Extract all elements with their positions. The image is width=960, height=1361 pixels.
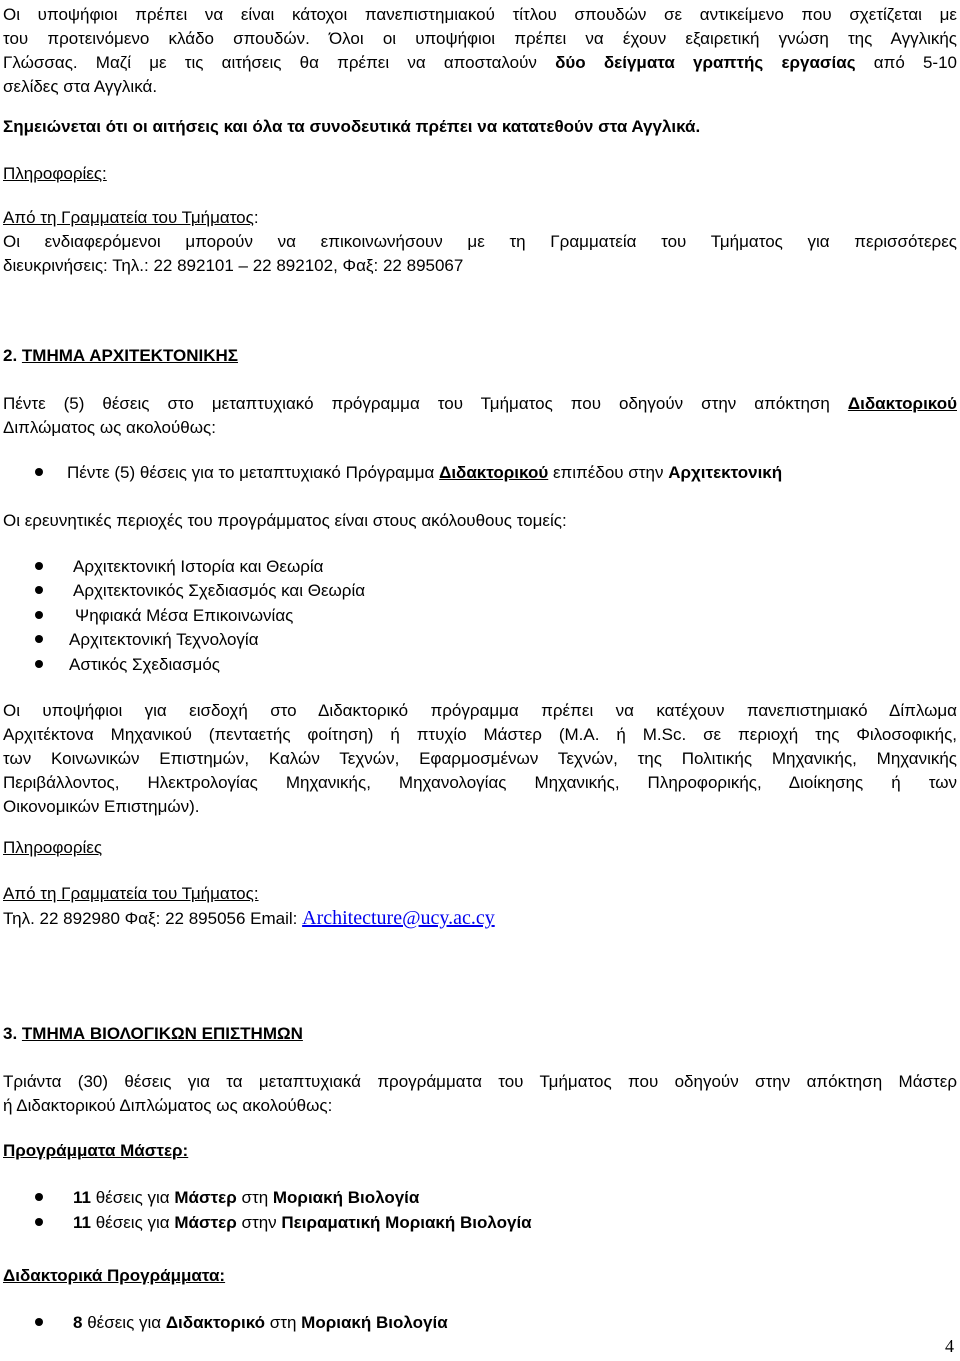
doctoral-emphasis: Διδακτορικού bbox=[847, 394, 957, 413]
bullet-icon bbox=[35, 1318, 43, 1326]
positions-count: 11 bbox=[73, 1213, 91, 1232]
bullet-icon bbox=[35, 468, 43, 476]
degree-type: Μάστερ bbox=[174, 1188, 237, 1207]
research-area-item: Αστικός Σχεδιασμός bbox=[69, 655, 220, 674]
bullet-icon bbox=[35, 660, 43, 668]
intro-line-3 bbox=[3, 52, 957, 74]
research-area-item: Αρχιτεκτονική Τεχνολογία bbox=[69, 630, 259, 649]
doctoral-item bbox=[73, 1312, 933, 1334]
section-number: 2. bbox=[3, 346, 18, 365]
item-text: θέσεις για bbox=[82, 1313, 166, 1332]
degree-type: Διδακτορικό bbox=[165, 1313, 266, 1332]
info-line-1: Οι ενδιαφερόμενοι μπορούν να επικοινωνήσουν με τη Γραμματεία του Τμήματος για περισσότερες bbox=[3, 232, 957, 251]
item-text: επιπέδου στην bbox=[548, 463, 669, 482]
admission-line-2: Αρχιτέκτονα Μηχανικού (πενταετής φοίτηση) ή πτυχίο Μάστερ (M.A. ή M.Sc. σε περιοχή της Φιλοσοφικής, bbox=[3, 725, 957, 744]
positions-count: 11 bbox=[73, 1188, 91, 1207]
intro-text: Πέντε (5) θέσεις στο μεταπτυχιακό πρόγραμμα του Τμήματος που οδηγούν στην απόκτηση bbox=[3, 394, 848, 413]
contact-text: Τηλ. 22 892980 Φαξ: 22 895056 Email: bbox=[3, 909, 303, 928]
masters-programs-title: Προγράμματα Μάστερ: bbox=[3, 1141, 189, 1160]
intro-text: Γλώσσας. Μαζί με τις αιτήσεις θα πρέπει να αποσταλούν bbox=[3, 53, 556, 72]
section-2-heading bbox=[3, 345, 957, 367]
item-text: θέσεις για bbox=[90, 1213, 175, 1232]
intro-line-2: του προτεινόμενο κλάδο σπουδών. Όλοι οι υποψήφιοι πρέπει να έχουν εξαιρετική γνώση της Αγγλικής bbox=[3, 29, 957, 48]
info-title: Πληροφορίες: bbox=[3, 164, 107, 183]
admission-line-4: Περιβάλλοντος, Ηλεκτρολογίας Μηχανικής, Μηχανολογίας Μηχανικής, Πληροφορικής, Διοίκησης ή των bbox=[3, 773, 957, 792]
bullet-icon bbox=[35, 635, 43, 643]
program-field: Μοριακή Βιολογία bbox=[301, 1313, 448, 1332]
section-3-heading bbox=[3, 1023, 957, 1045]
section-title: ΤΜΗΜΑ ΑΡΧΙΤΕΚΤΟΝΙΚΗΣ bbox=[21, 346, 239, 365]
bullet-icon bbox=[35, 611, 43, 619]
item-text: Πέντε (5) θέσεις για το μεταπτυχιακό Πρόγραμμα bbox=[67, 463, 440, 482]
secretariat-label: Από τη Γραμματεία του Τμήματος: bbox=[3, 884, 259, 903]
intro-text: από 5-10 bbox=[855, 53, 957, 72]
admission-line-3: των Κοινωνικών Επιστημών, Καλών Τεχνών, Εφαρμοσμένων Τεχνών, της Πολιτικής Μηχανικής, Μηχανικής bbox=[3, 749, 957, 768]
section-2-intro-line-2: Διπλώματος ως ακολούθως: bbox=[3, 418, 216, 437]
section-2-intro-line-1 bbox=[3, 393, 957, 415]
research-area-item: Αρχιτεκτονικός Σχεδιασμός και Θεωρία bbox=[73, 581, 366, 600]
degree-type: Μάστερ bbox=[174, 1213, 237, 1232]
info-title: Πληροφορίες bbox=[3, 838, 103, 857]
research-area-item: Ψηφιακά Μέσα Επικοινωνίας bbox=[75, 606, 294, 625]
item-text: στη bbox=[265, 1313, 302, 1332]
intro-line-1: Οι υποψήφιοι πρέπει να είναι κάτοχοι πανεπιστημιακού τίτλου σπουδών σε αντικείμενο που σχετίζεται με bbox=[3, 5, 957, 24]
bullet-icon bbox=[35, 562, 43, 570]
bullet-icon bbox=[35, 1193, 43, 1201]
masters-item bbox=[73, 1212, 933, 1234]
architecture-emphasis: Αρχιτεκτονική bbox=[668, 463, 783, 482]
program-field: Μοριακή Βιολογία bbox=[272, 1188, 420, 1207]
item-text: στη bbox=[236, 1188, 273, 1207]
section-number: 3. bbox=[3, 1024, 18, 1043]
doctoral-programs-title: Διδακτορικά Προγράμματα: bbox=[3, 1266, 226, 1285]
english-note: Σημειώνεται ότι οι αιτήσεις και όλα τα συνοδευτικά πρέπει να κατατεθούν στα Αγγλικά. bbox=[3, 117, 701, 136]
doctoral-emphasis: Διδακτορικού bbox=[439, 463, 549, 482]
masters-item bbox=[73, 1187, 933, 1209]
positions-count: 8 bbox=[73, 1313, 83, 1332]
email-link[interactable]: Architecture@ucy.ac.cy bbox=[302, 907, 495, 929]
secretariat-label bbox=[3, 207, 957, 229]
item-text: στην bbox=[236, 1213, 282, 1232]
bullet-icon bbox=[35, 1218, 43, 1226]
section-title: ΤΜΗΜΑ ΒΙΟΛΟΓΙΚΩΝ ΕΠΙΣΤΗΜΩΝ bbox=[21, 1024, 303, 1043]
intro-line-4: σελίδες στα Αγγλικά. bbox=[3, 77, 158, 96]
colon: : bbox=[253, 208, 259, 227]
admission-line-1: Οι υποψήφιοι για εισδοχή στο Διδακτορικό πρόγραμμα πρέπει να κατέχουν πανεπιστημιακό Δίπλωμα bbox=[3, 701, 957, 720]
info-line-2: διευκρινήσεις: Τηλ.: 22 892101 – 22 892102, Φαξ: 22 895067 bbox=[3, 256, 464, 275]
doctoral-program-item bbox=[67, 462, 947, 484]
section-3-intro-line-1: Τριάντα (30) θέσεις για τα μεταπτυχιακά προγράμματα του Τμήματος που οδηγούν στην απόκτηση Μάστερ bbox=[3, 1072, 957, 1091]
contact-line bbox=[3, 907, 957, 930]
admission-line-5: Οικονομικών Επιστημών). bbox=[3, 797, 200, 816]
section-3-intro-line-2: ή Διδακτορικού Διπλώματος ως ακολούθως: bbox=[3, 1096, 333, 1115]
program-field: Πειραματική Μοριακή Βιολογία bbox=[281, 1213, 532, 1232]
research-area-item: Αρχιτεκτονική Ιστορία και Θεωρία bbox=[73, 557, 324, 576]
item-text: θέσεις για bbox=[90, 1188, 175, 1207]
bullet-icon bbox=[35, 586, 43, 594]
page-number: 4 bbox=[945, 1336, 954, 1356]
writing-samples-emphasis: δύο δείγματα γραπτής εργασίας bbox=[555, 53, 856, 72]
secretariat-text: Από τη Γραμματεία του Τμήματος bbox=[3, 208, 254, 227]
research-areas-intro: Οι ερευνητικές περιοχές του προγράμματος είναι στους ακόλουθους τομείς: bbox=[3, 511, 567, 530]
